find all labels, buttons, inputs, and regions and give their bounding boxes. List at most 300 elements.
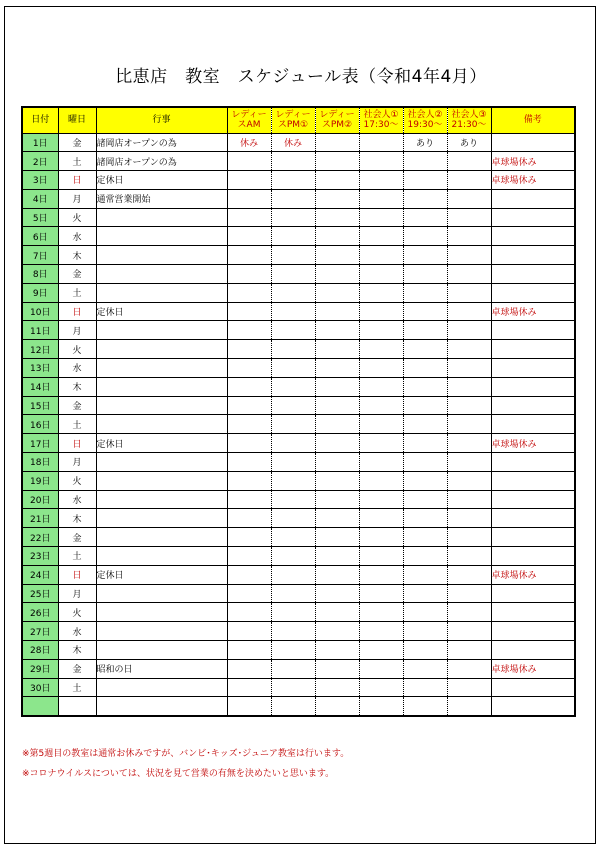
- note-cell: [491, 641, 575, 660]
- ladies-pm2-cell: [315, 359, 359, 378]
- worker3-cell: [447, 152, 491, 171]
- date-cell: 8日: [22, 265, 58, 284]
- worker3-cell: [447, 603, 491, 622]
- header-ladies-pm1-line1: レディー: [275, 110, 311, 121]
- ladies-pm2-cell: [315, 641, 359, 660]
- header-ladies-pm2-line1: レディー: [319, 110, 355, 121]
- date-cell: 25日: [22, 584, 58, 603]
- table-row: [22, 528, 575, 547]
- worker2-cell: [403, 152, 447, 171]
- worker1-cell: [359, 415, 403, 434]
- ladies-pm1-cell: [271, 359, 315, 378]
- worker2-cell: [403, 528, 447, 547]
- event-cell: [96, 208, 227, 227]
- ladies-am-cell: [227, 377, 271, 396]
- table-row: [22, 584, 575, 603]
- date-cell: 7日: [22, 246, 58, 265]
- worker2-cell: [403, 641, 447, 660]
- table-row: [22, 340, 575, 359]
- worker3-cell: [447, 490, 491, 509]
- dow-cell: 土: [58, 152, 96, 171]
- ladies-am-cell: [227, 359, 271, 378]
- worker2-cell: [403, 509, 447, 528]
- worker3-cell: [447, 208, 491, 227]
- date-cell: 10日: [22, 302, 58, 321]
- ladies-pm2-cell: [315, 283, 359, 302]
- dow-cell: 水: [58, 227, 96, 246]
- table-row: [22, 246, 575, 265]
- footnote-corona: ※コロナウイルスについては、状況を見て営業の有無を決めたいと思います。: [22, 769, 335, 779]
- ladies-am-cell: [227, 302, 271, 321]
- header-worker2-line1: 社会人②: [407, 110, 443, 121]
- event-cell: [96, 283, 227, 302]
- ladies-pm2-cell: [315, 528, 359, 547]
- event-cell: 諸岡店オープンの為: [96, 152, 227, 171]
- worker1-cell: [359, 359, 403, 378]
- ladies-pm2-cell: [315, 171, 359, 190]
- ladies-pm1-cell: [271, 603, 315, 622]
- dow-cell: 水: [58, 622, 96, 641]
- dow-cell: 日: [58, 171, 96, 190]
- worker2-cell: [403, 283, 447, 302]
- ladies-pm1-cell: [271, 246, 315, 265]
- header-worker2: [403, 107, 447, 133]
- ladies-pm2-cell: [315, 584, 359, 603]
- note-cell: [491, 265, 575, 284]
- ladies-am-cell: [227, 189, 271, 208]
- date-cell: 6日: [22, 227, 58, 246]
- note-cell: [491, 584, 575, 603]
- table-row: [22, 565, 575, 584]
- worker2-cell: [403, 547, 447, 566]
- table-row: [22, 641, 575, 660]
- worker1-cell: [359, 171, 403, 190]
- worker1-cell: [359, 528, 403, 547]
- event-cell: [96, 490, 227, 509]
- worker2-cell: [403, 415, 447, 434]
- ladies-am-cell: [227, 171, 271, 190]
- worker1-cell: [359, 471, 403, 490]
- note-cell: [491, 227, 575, 246]
- dow-cell: 金: [58, 659, 96, 678]
- ladies-am-cell: [227, 208, 271, 227]
- table-row: [22, 396, 575, 415]
- ladies-pm1-cell: [271, 697, 315, 716]
- dow-cell: 火: [58, 208, 96, 227]
- date-cell: 13日: [22, 359, 58, 378]
- header-worker1: [359, 107, 403, 133]
- worker1-cell: [359, 453, 403, 472]
- note-cell: 卓球場休み: [491, 659, 575, 678]
- header-date: 日付: [22, 107, 58, 133]
- note-cell: 卓球場休み: [491, 434, 575, 453]
- table-row: [22, 678, 575, 697]
- ladies-am-cell: [227, 265, 271, 284]
- note-cell: 卓球場休み: [491, 302, 575, 321]
- note-cell: [491, 321, 575, 340]
- worker1-cell: [359, 302, 403, 321]
- ladies-pm1-cell: [271, 321, 315, 340]
- ladies-am-cell: [227, 584, 271, 603]
- ladies-pm2-cell: [315, 622, 359, 641]
- dow-cell: [58, 697, 96, 716]
- worker2-cell: [403, 208, 447, 227]
- ladies-pm2-cell: [315, 603, 359, 622]
- event-cell: [96, 697, 227, 716]
- date-cell: 30日: [22, 678, 58, 697]
- date-cell: 4日: [22, 189, 58, 208]
- worker2-cell: [403, 377, 447, 396]
- table-row: [22, 208, 575, 227]
- worker3-cell: [447, 528, 491, 547]
- date-cell: [22, 697, 58, 716]
- worker1-cell: [359, 641, 403, 660]
- date-cell: 28日: [22, 641, 58, 660]
- worker3-cell: [447, 265, 491, 284]
- header-worker1-line2: 17:30～: [363, 120, 399, 131]
- date-cell: 9日: [22, 283, 58, 302]
- event-cell: [96, 641, 227, 660]
- worker1-cell: [359, 133, 403, 152]
- ladies-pm1-cell: [271, 678, 315, 697]
- event-cell: 定休日: [96, 302, 227, 321]
- worker3-cell: [447, 246, 491, 265]
- header-worker3: [447, 107, 491, 133]
- dow-cell: 金: [58, 528, 96, 547]
- worker1-cell: [359, 509, 403, 528]
- worker3-cell: [447, 697, 491, 716]
- table-row: [22, 453, 575, 472]
- event-cell: [96, 678, 227, 697]
- event-cell: [96, 340, 227, 359]
- ladies-pm2-cell: [315, 678, 359, 697]
- worker2-cell: [403, 453, 447, 472]
- date-cell: 24日: [22, 565, 58, 584]
- ladies-am-cell: [227, 453, 271, 472]
- date-cell: 17日: [22, 434, 58, 453]
- ladies-pm2-cell: [315, 189, 359, 208]
- ladies-pm2-cell: [315, 434, 359, 453]
- event-cell: [96, 528, 227, 547]
- worker2-cell: [403, 189, 447, 208]
- ladies-am-cell: [227, 678, 271, 697]
- ladies-am-cell: [227, 622, 271, 641]
- page-title: 比恵店 教室 スケジュール表（令和4年4月）: [115, 67, 487, 87]
- worker2-cell: [403, 227, 447, 246]
- dow-cell: 日: [58, 565, 96, 584]
- worker1-cell: [359, 547, 403, 566]
- ladies-pm2-cell: [315, 697, 359, 716]
- header-worker2-line2: 19:30～: [407, 120, 443, 131]
- ladies-pm1-cell: [271, 265, 315, 284]
- note-cell: [491, 415, 575, 434]
- note-cell: [491, 396, 575, 415]
- date-cell: 23日: [22, 547, 58, 566]
- table-row: [22, 415, 575, 434]
- event-cell: 通常営業開始: [96, 189, 227, 208]
- note-cell: [491, 509, 575, 528]
- event-cell: 定休日: [96, 565, 227, 584]
- worker1-cell: [359, 490, 403, 509]
- table-row: [22, 189, 575, 208]
- ladies-pm1-cell: [271, 641, 315, 660]
- table-row: [22, 622, 575, 641]
- worker2-cell: [403, 265, 447, 284]
- ladies-pm1-cell: [271, 509, 315, 528]
- worker3-cell: [447, 321, 491, 340]
- event-cell: [96, 471, 227, 490]
- event-cell: [96, 453, 227, 472]
- worker1-cell: [359, 189, 403, 208]
- table-row: [22, 547, 575, 566]
- ladies-pm1-cell: [271, 396, 315, 415]
- schedule-table: [21, 106, 576, 717]
- event-cell: [96, 265, 227, 284]
- schedule-rows: [22, 133, 575, 716]
- worker2-cell: [403, 359, 447, 378]
- ladies-pm1-cell: [271, 659, 315, 678]
- dow-cell: 月: [58, 584, 96, 603]
- worker2-cell: [403, 697, 447, 716]
- table-row: [22, 359, 575, 378]
- worker2-cell: [403, 434, 447, 453]
- table-row: [22, 490, 575, 509]
- ladies-pm1-cell: [271, 584, 315, 603]
- note-cell: [491, 359, 575, 378]
- dow-cell: 月: [58, 321, 96, 340]
- table-row: [22, 659, 575, 678]
- ladies-am-cell: [227, 340, 271, 359]
- event-cell: [96, 509, 227, 528]
- ladies-pm1-cell: [271, 434, 315, 453]
- dow-cell: 土: [58, 678, 96, 697]
- note-cell: [491, 528, 575, 547]
- worker3-cell: [447, 189, 491, 208]
- dow-cell: 水: [58, 490, 96, 509]
- worker3-cell: [447, 359, 491, 378]
- date-cell: 21日: [22, 509, 58, 528]
- note-cell: [491, 471, 575, 490]
- event-cell: [96, 415, 227, 434]
- ladies-pm1-cell: [271, 528, 315, 547]
- date-cell: 2日: [22, 152, 58, 171]
- ladies-pm2-cell: [315, 471, 359, 490]
- table-row: [22, 509, 575, 528]
- ladies-pm1-cell: [271, 377, 315, 396]
- ladies-pm1-cell: [271, 283, 315, 302]
- dow-cell: 火: [58, 471, 96, 490]
- worker1-cell: [359, 265, 403, 284]
- date-cell: 18日: [22, 453, 58, 472]
- ladies-am-cell: [227, 509, 271, 528]
- worker3-cell: [447, 471, 491, 490]
- worker2-cell: [403, 678, 447, 697]
- note-cell: [491, 283, 575, 302]
- note-cell: 卓球場休み: [491, 152, 575, 171]
- date-cell: 27日: [22, 622, 58, 641]
- worker2-cell: [403, 603, 447, 622]
- header-note: 備考: [491, 107, 575, 133]
- date-cell: 22日: [22, 528, 58, 547]
- worker2-cell: [403, 396, 447, 415]
- worker1-cell: [359, 565, 403, 584]
- worker2-cell: [403, 340, 447, 359]
- ladies-pm1-cell: [271, 471, 315, 490]
- dow-cell: 土: [58, 283, 96, 302]
- header-ladies-pm2: [315, 107, 359, 133]
- worker3-cell: [447, 396, 491, 415]
- header-row: [22, 107, 575, 133]
- ladies-pm1-cell: [271, 547, 315, 566]
- ladies-pm1-cell: [271, 227, 315, 246]
- ladies-pm2-cell: [315, 565, 359, 584]
- ladies-pm2-cell: [315, 490, 359, 509]
- note-cell: [491, 547, 575, 566]
- date-cell: 11日: [22, 321, 58, 340]
- worker3-cell: [447, 171, 491, 190]
- dow-cell: 日: [58, 302, 96, 321]
- worker3-cell: [447, 565, 491, 584]
- date-cell: 26日: [22, 603, 58, 622]
- worker1-cell: [359, 246, 403, 265]
- worker3-cell: [447, 377, 491, 396]
- table-row: [22, 603, 575, 622]
- ladies-pm1-cell: [271, 340, 315, 359]
- event-cell: [96, 359, 227, 378]
- ladies-am-cell: [227, 152, 271, 171]
- note-cell: [491, 246, 575, 265]
- event-cell: [96, 603, 227, 622]
- event-cell: [96, 547, 227, 566]
- ladies-pm2-cell: [315, 265, 359, 284]
- ladies-am-cell: [227, 396, 271, 415]
- dow-cell: 金: [58, 265, 96, 284]
- event-cell: [96, 377, 227, 396]
- header-ladies-am-line1: レディー: [231, 110, 267, 121]
- worker2-cell: [403, 565, 447, 584]
- worker1-cell: [359, 434, 403, 453]
- ladies-pm1-cell: [271, 302, 315, 321]
- ladies-pm2-cell: [315, 133, 359, 152]
- dow-cell: 金: [58, 133, 96, 152]
- date-cell: 14日: [22, 377, 58, 396]
- ladies-am-cell: [227, 434, 271, 453]
- worker3-cell: [447, 678, 491, 697]
- worker3-cell: [447, 584, 491, 603]
- ladies-pm2-cell: [315, 246, 359, 265]
- worker2-cell: [403, 659, 447, 678]
- event-cell: [96, 246, 227, 265]
- table-row: [22, 302, 575, 321]
- table-row: [22, 227, 575, 246]
- ladies-am-cell: [227, 547, 271, 566]
- ladies-pm2-cell: [315, 152, 359, 171]
- date-cell: 3日: [22, 171, 58, 190]
- dow-cell: 月: [58, 189, 96, 208]
- ladies-am-cell: [227, 415, 271, 434]
- ladies-pm1-cell: [271, 189, 315, 208]
- note-cell: 卓球場休み: [491, 171, 575, 190]
- table-row: [22, 697, 575, 716]
- ladies-am-cell: [227, 490, 271, 509]
- note-cell: 卓球場休み: [491, 565, 575, 584]
- ladies-am-cell: [227, 227, 271, 246]
- ladies-pm1-cell: [271, 453, 315, 472]
- worker3-cell: [447, 641, 491, 660]
- header-ladies-am-line2: スAM: [237, 120, 261, 131]
- worker2-cell: [403, 321, 447, 340]
- ladies-am-cell: 休み: [227, 133, 271, 152]
- note-cell: [491, 622, 575, 641]
- worker2-cell: [403, 584, 447, 603]
- event-cell: 定休日: [96, 171, 227, 190]
- ladies-pm1-cell: [271, 565, 315, 584]
- worker2-cell: あり: [403, 133, 447, 152]
- worker3-cell: [447, 453, 491, 472]
- worker1-cell: [359, 227, 403, 246]
- dow-cell: 金: [58, 396, 96, 415]
- ladies-pm2-cell: [315, 208, 359, 227]
- date-cell: 20日: [22, 490, 58, 509]
- ladies-pm1-cell: [271, 415, 315, 434]
- ladies-pm1-cell: [271, 171, 315, 190]
- worker2-cell: [403, 246, 447, 265]
- worker1-cell: [359, 678, 403, 697]
- table-row: [22, 377, 575, 396]
- worker1-cell: [359, 283, 403, 302]
- note-cell: [491, 133, 575, 152]
- ladies-am-cell: [227, 603, 271, 622]
- worker2-cell: [403, 171, 447, 190]
- note-cell: [491, 208, 575, 227]
- header-ladies-pm2-line2: スPM②: [321, 120, 353, 131]
- note-cell: [491, 678, 575, 697]
- header-ladies-am: [227, 107, 271, 133]
- date-cell: 1日: [22, 133, 58, 152]
- ladies-pm1-cell: 休み: [271, 133, 315, 152]
- ladies-am-cell: [227, 565, 271, 584]
- ladies-pm2-cell: [315, 547, 359, 566]
- dow-cell: 水: [58, 359, 96, 378]
- table-row: [22, 321, 575, 340]
- dow-cell: 月: [58, 453, 96, 472]
- event-cell: [96, 227, 227, 246]
- worker2-cell: [403, 622, 447, 641]
- table-row: [22, 265, 575, 284]
- worker3-cell: [447, 509, 491, 528]
- worker3-cell: [447, 622, 491, 641]
- ladies-pm2-cell: [315, 227, 359, 246]
- worker1-cell: [359, 584, 403, 603]
- ladies-am-cell: [227, 471, 271, 490]
- ladies-pm2-cell: [315, 302, 359, 321]
- header-worker3-line1: 社会人③: [451, 110, 487, 121]
- dow-cell: 木: [58, 377, 96, 396]
- dow-cell: 木: [58, 246, 96, 265]
- event-cell: [96, 321, 227, 340]
- worker1-cell: [359, 377, 403, 396]
- table-row: [22, 171, 575, 190]
- ladies-pm2-cell: [315, 321, 359, 340]
- event-cell: 昭和の日: [96, 659, 227, 678]
- worker2-cell: [403, 302, 447, 321]
- event-cell: 定休日: [96, 434, 227, 453]
- date-cell: 5日: [22, 208, 58, 227]
- table-row: [22, 152, 575, 171]
- ladies-pm2-cell: [315, 340, 359, 359]
- date-cell: 15日: [22, 396, 58, 415]
- table-row: [22, 434, 575, 453]
